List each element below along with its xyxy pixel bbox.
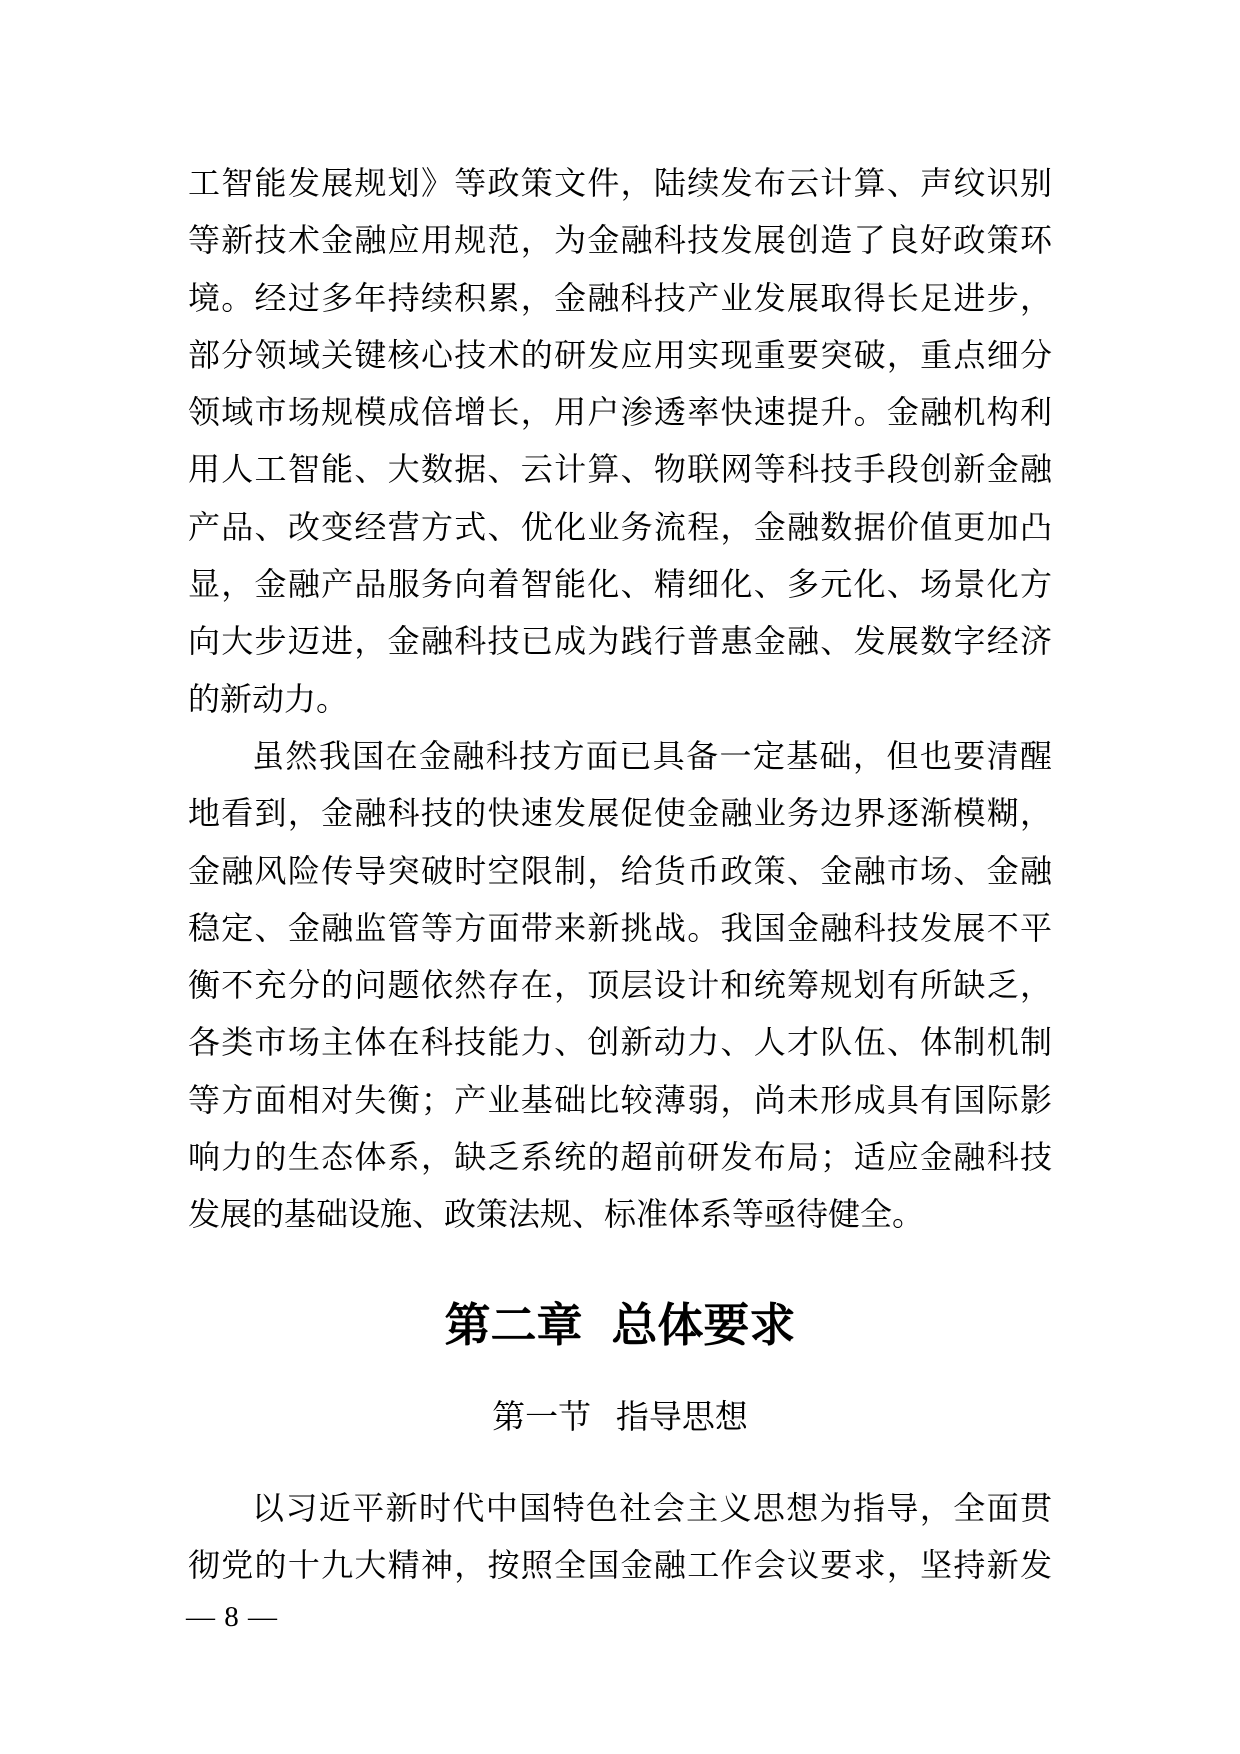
body-line: 的新动力。 — [188, 680, 349, 717]
body-line: 虽然我国在金融科技方面已具备一定基础，但也要清醒 — [252, 737, 1052, 774]
body-line: 显，金融产品服务向着智能化、精细化、多元化、场景化方 — [188, 566, 1052, 603]
body-line: 领域市场规模成倍增长，用户渗透率快速提升。金融机构利 — [188, 394, 1052, 431]
body-line: 彻党的十九大精神，按照全国金融工作会议要求，坚持新发 — [188, 1546, 1052, 1583]
body-line: 各类市场主体在科技能力、创新动力、人才队伍、体制机制 — [188, 1024, 1052, 1061]
body-line: 金融风险传导突破时空限制，给货币政策、金融市场、金融 — [188, 852, 1052, 889]
body-line: 用人工智能、大数据、云计算、物联网等科技手段创新金融 — [188, 451, 1052, 488]
body-line: 地看到，金融科技的快速发展促使金融业务边界逐渐模糊， — [188, 795, 1052, 832]
paragraph-guiding-ideology — [188, 1480, 1052, 1595]
body-line: 发展的基础设施、政策法规、标准体系等亟待健全。 — [188, 1196, 925, 1233]
body-line: 产品、改变经营方式、优化业务流程，金融数据价值更加凸 — [188, 508, 1052, 545]
body-line: 部分领域关键核心技术的研发应用实现重要突破，重点细分 — [188, 336, 1052, 373]
paragraph-continuation — [188, 155, 1052, 728]
paragraph-challenges — [188, 728, 1052, 1244]
page-number: — 8 — — [186, 1601, 278, 1633]
body-content — [188, 155, 1052, 1594]
body-line: 工智能发展规划》等政策文件，陆续发布云计算、声纹识别 — [188, 165, 1052, 201]
body-line: 等方面相对失衡；产业基础比较薄弱，尚未形成具有国际影 — [188, 1081, 1052, 1118]
body-line: 稳定、金融监管等方面带来新挑战。我国金融科技发展不平 — [188, 909, 1052, 946]
body-line: 响力的生态体系，缺乏系统的超前研发布局；适应金融科技 — [188, 1139, 1052, 1176]
section-heading: 第一节 指导思想 — [492, 1399, 748, 1436]
body-line: 衡不充分的问题依然存在，顶层设计和统筹规划有所缺乏， — [188, 967, 1052, 1004]
chapter-heading: 第二章 总体要求 — [444, 1298, 796, 1351]
body-line: 以习近平新时代中国特色社会主义思想为指导，全面贯 — [252, 1489, 1052, 1526]
body-line: 向大步迈进，金融科技已成为践行普惠金融、发展数字经济 — [188, 623, 1052, 660]
body-line: 等新技术金融应用规范，为金融科技发展创造了良好政策环 — [188, 222, 1052, 259]
body-line: 境。经过多年持续积累，金融科技产业发展取得长足进步， — [188, 279, 1052, 316]
